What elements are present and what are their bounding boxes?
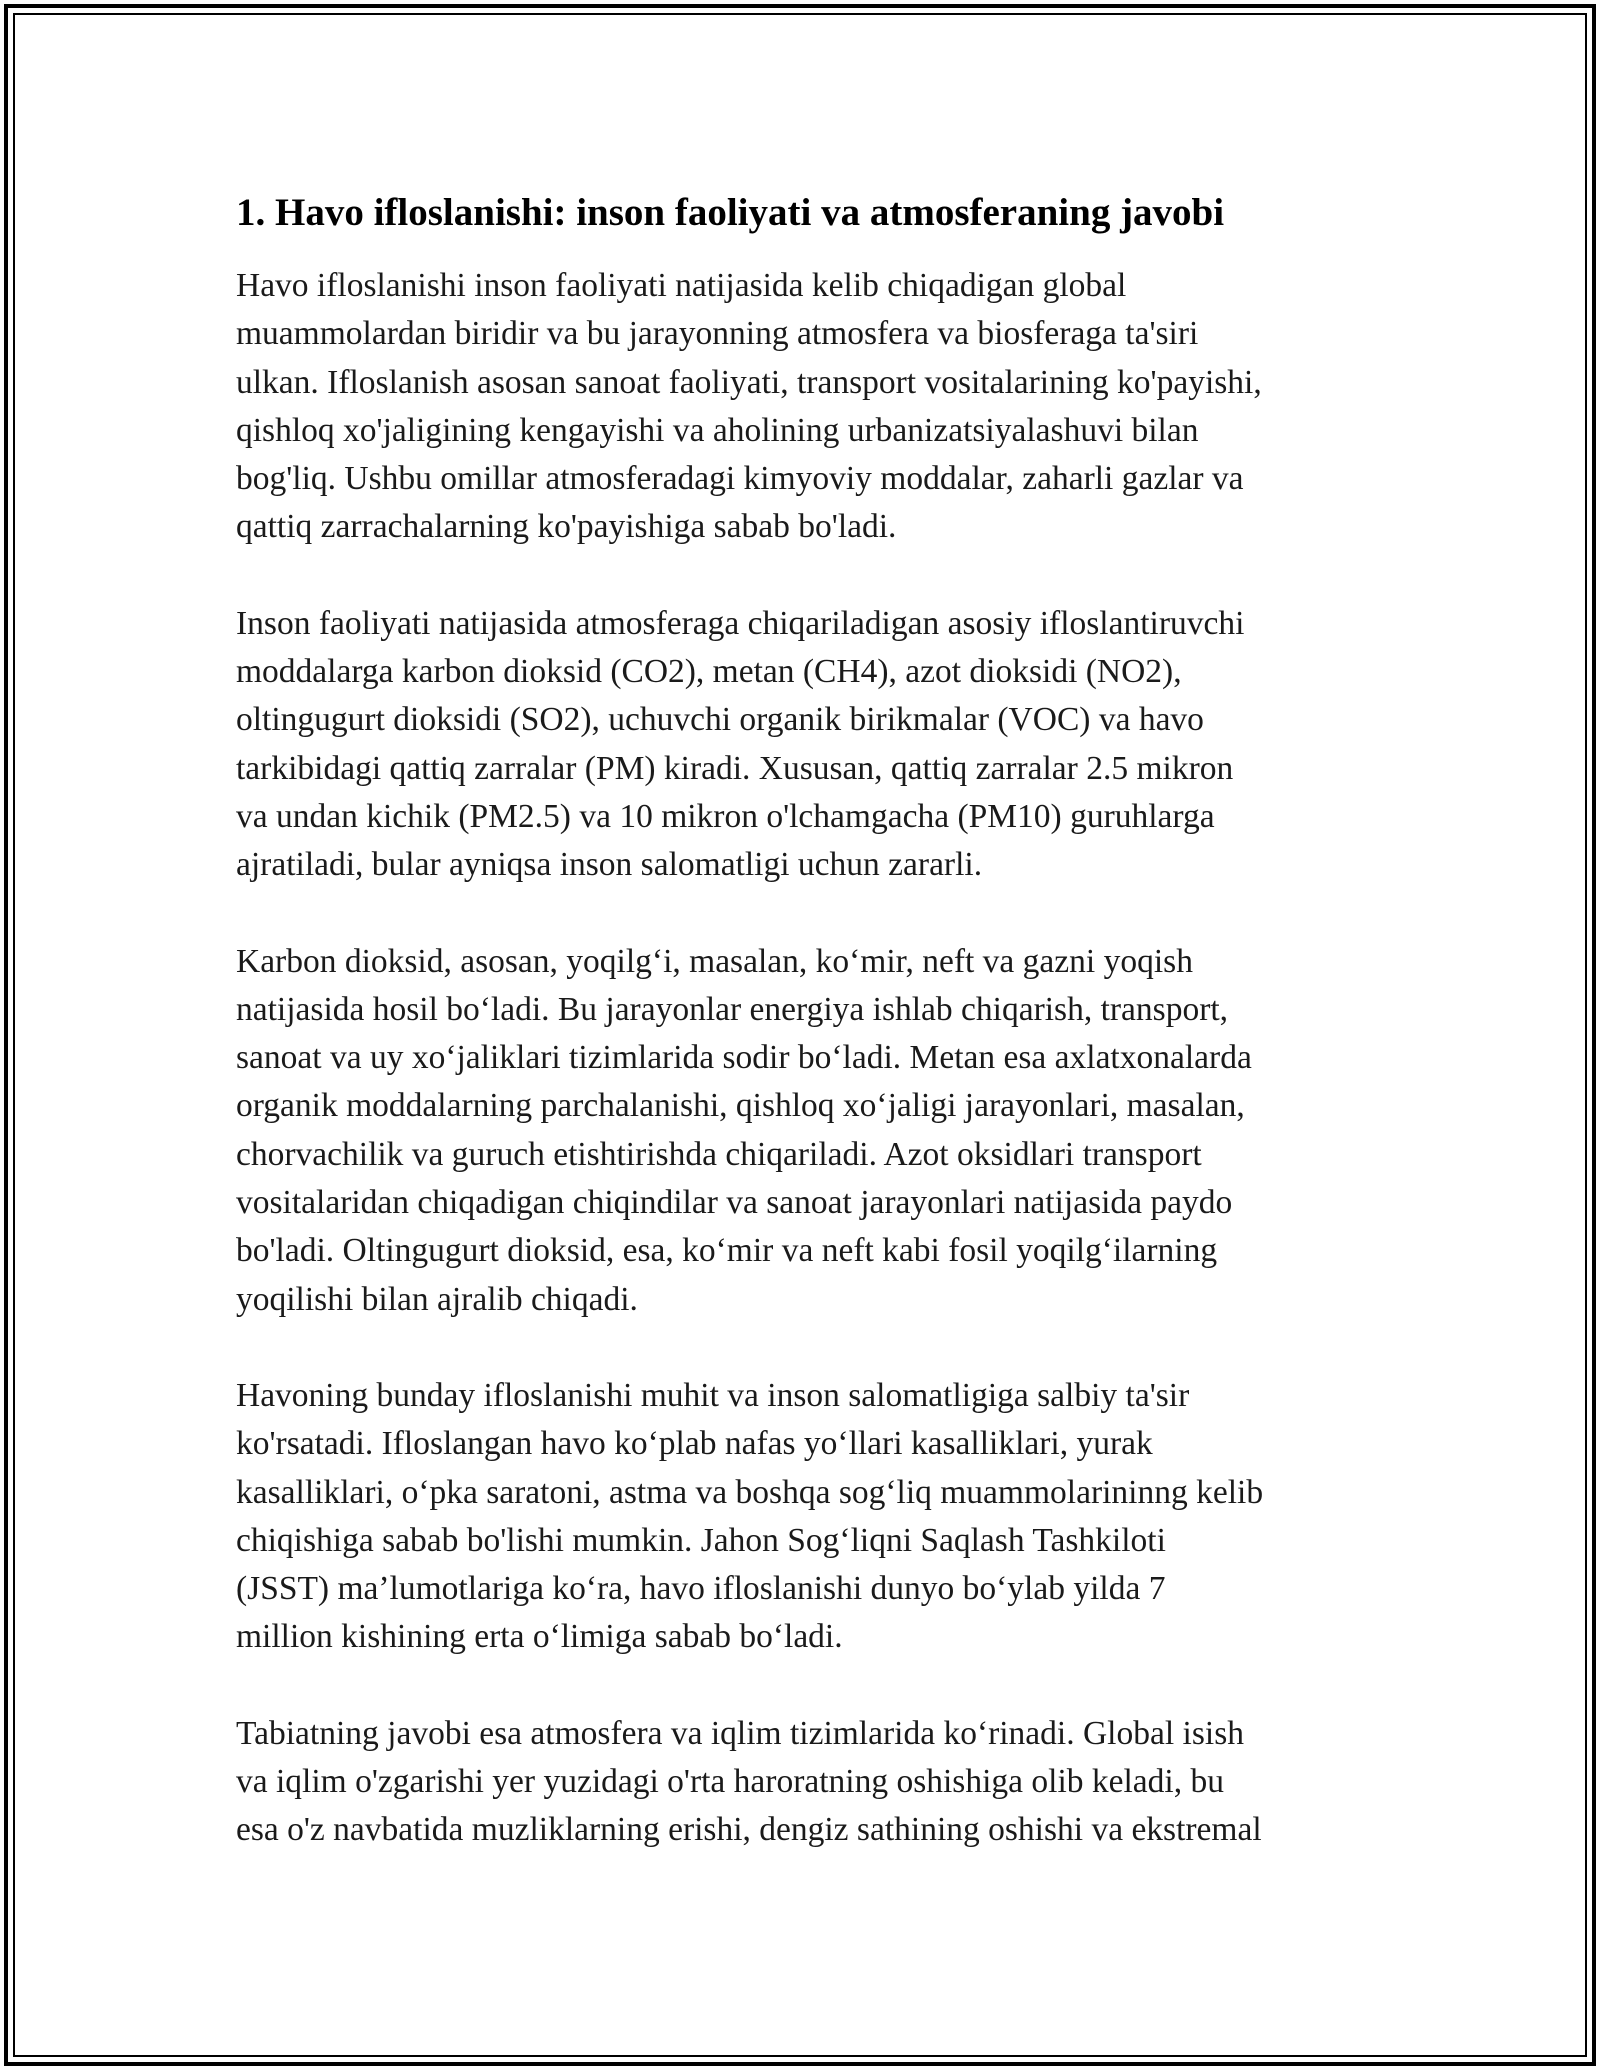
text-line: ajratiladi, bular ayniqsa inson salomatligi uchun zararli.	[236, 846, 983, 884]
text-line: yoqilishi bilan ajralib chiqadi.	[236, 1280, 638, 1318]
text-line: sanoat va uy xo‘jaliklari tizimlarida sodir bo‘ladi. Metan esa axlatxonalarda	[236, 1039, 1252, 1077]
text-line: esa o'z navbatida muzliklarning erishi, dengiz sathining oshishi va ekstremal	[236, 1811, 1262, 1849]
text-line: million kishining erta o‘limiga sabab bo‘ladi.	[236, 1618, 843, 1656]
text-line: chiqishiga sabab bo'lishi mumkin. Jahon Sog‘liqni Saqlash Tashkiloti	[236, 1521, 1166, 1559]
text-line: Karbon dioksid, asosan, yoqilg‘i, masalan, ko‘mir, neft va gazni yoqish	[236, 942, 1193, 980]
text-line: qishloq xo'jaligining kengayishi va aholining urbanizatsiyalashuvi bilan	[236, 411, 1199, 449]
paragraph-2	[236, 600, 1366, 890]
section-heading: 1. Havo ifloslanishi: inson faoliyati va atmosferaning javobi	[236, 191, 1225, 234]
paragraph-3	[236, 938, 1366, 1324]
text-line: kasalliklari, o‘pka saratoni, astma va boshqa sog‘liq muammolarininng kelib	[236, 1473, 1264, 1511]
text-line: moddalarga karbon dioksid (CO2), metan (CH4), azot dioksidi (NO2),	[236, 653, 1182, 691]
paragraph-5	[236, 1710, 1366, 1855]
text-line: natijasida hosil bo‘ladi. Bu jarayonlar energiya ishlab chiqarish, transport,	[236, 990, 1229, 1028]
paragraph-4	[236, 1372, 1366, 1662]
text-line: Havoning bunday ifloslanishi muhit va inson salomatligiga salbiy ta'sir	[236, 1376, 1190, 1414]
text-line: bog'liq. Ushbu omillar atmosferadagi kimyoviy moddalar, zaharli gazlar va	[236, 460, 1244, 498]
text-line: tarkibidagi qattiq zarralar (PM) kiradi. Xususan, qattiq zarralar 2.5 mikron	[236, 749, 1234, 787]
text-line: bo'ladi. Oltingugurt dioksid, esa, ko‘mir va neft kabi fosil yoqilg‘ilarning	[236, 1232, 1218, 1270]
text-line: va undan kichik (PM2.5) va 10 mikron o'lchamgacha (PM10) guruhlarga	[236, 797, 1215, 835]
text-line: Havo ifloslanishi inson faoliyati natijasida kelib chiqadigan global	[236, 267, 1127, 304]
text-line: Tabiatning javobi esa atmosfera va iqlim tizimlarida ko‘rinadi. Global isish	[236, 1714, 1244, 1752]
text-line: ko'rsatadi. Ifloslangan havo ko‘plab nafas yo‘llari kasalliklari, yurak	[236, 1425, 1153, 1463]
text-line: Inson faoliyati natijasida atmosferaga chiqariladigan asosiy ifloslantiruvchi	[236, 604, 1245, 642]
document-body	[236, 186, 1366, 1903]
text-line: ulkan. Ifloslanish asosan sanoat faoliyati, transport vositalarining ko'payishi,	[236, 363, 1262, 401]
text-line: oltingugurt dioksidi (SO2), uchuvchi organik birikmalar (VOC) va havo	[236, 701, 1204, 739]
text-line: vositalaridan chiqadigan chiqindilar va sanoat jarayonlari natijasida paydo	[236, 1184, 1233, 1222]
text-line: chorvachilik va guruch etishtirishda chiqariladi. Azot oksidlari transport	[236, 1135, 1202, 1173]
text-line: (JSST) ma’lumotlariga ko‘ra, havo ifloslanishi dunyo bo‘ylab yilda 7	[236, 1570, 1166, 1608]
text-line: qattiq zarrachalarning ko'payishiga sabab bo'ladi.	[236, 508, 897, 546]
text-line: organik moddalarning parchalanishi, qishloq xo‘jaligi jarayonlari, masalan,	[236, 1087, 1245, 1125]
text-line: muammolardan biridir va bu jarayonning atmosfera va biosferaga ta'siri	[236, 315, 1199, 353]
paragraph-1	[236, 262, 1366, 552]
text-line: va iqlim o'zgarishi yer yuzidagi o'rta haroratning oshishiga olib keladi, bu	[236, 1763, 1224, 1801]
